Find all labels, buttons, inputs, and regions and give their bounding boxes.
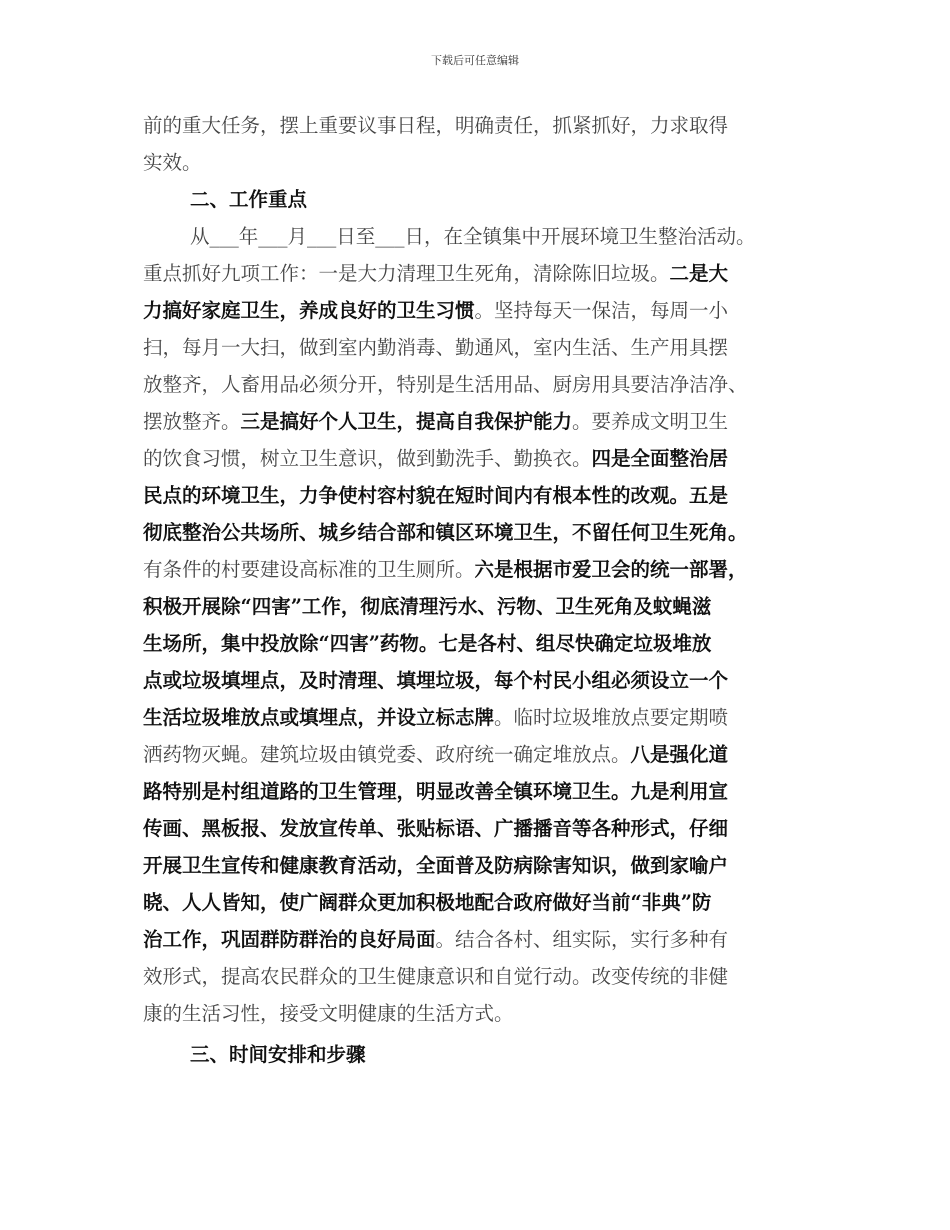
page-header: 下载后可任意编辑 — [431, 54, 519, 67]
text-run: 。临时垃圾堆放点要定期喷 — [494, 706, 729, 729]
bold-run: 彻底整治公共场所、城乡结合部和镇区环境卫生，不留任何卫生死角。 — [143, 521, 748, 544]
text-line-14 — [143, 632, 711, 656]
text-line-13 — [143, 595, 711, 619]
text-line-23: 效形式，提高农民群众的卫生健康意识和自觉行动。改变传统的非健 — [143, 965, 729, 988]
text-run: 有条件的村要建设高标准的卫生厕所。 — [143, 558, 475, 581]
text-line-8 — [143, 410, 728, 434]
bold-run: 开展卫生宣传和健康教育活动，全面普及防病除害知识，做到家喻户 — [143, 854, 729, 877]
text-run: 摆放整齐。 — [143, 410, 241, 433]
text-line-11 — [143, 521, 748, 545]
text-run: 。坚持每天一保洁，每周一小 — [474, 299, 729, 322]
text-line-15 — [143, 669, 728, 693]
text-line-21 — [143, 891, 711, 915]
text-line-17 — [143, 743, 728, 767]
bold-run: 生场所，集中投放除“四害”药物。七是各村、组尽快确定垃圾堆放 — [143, 632, 712, 655]
text-line-7: 放整齐，人畜用品必须分开，特别是生活用品、厨房用具要洁净洁净、 — [143, 373, 748, 396]
bold-run: 八是强化道 — [630, 743, 729, 766]
text-run: 的饮食习惯，树立卫生意识，做到勤洗手、勤换衣。 — [143, 447, 592, 470]
bold-run: 四是全面整治居 — [591, 447, 729, 470]
bold-run: 积极开展除“四害”工作，彻底清理污水、污物、卫生死角及蚊蝇滋 — [143, 595, 712, 618]
text-run: 。要养成文明卫生 — [572, 410, 729, 433]
text-line-12 — [143, 558, 748, 582]
bold-run: 力搞好家庭卫生，养成良好的卫生习惯 — [143, 299, 475, 322]
text-line-4 — [143, 262, 728, 286]
text-line-22 — [143, 928, 728, 952]
bold-run: 治工作，巩固群防群治的良好局面 — [143, 928, 436, 951]
text-line-3: 从___年___月___日至___日，在全镇集中开展环境卫生整治活动。 — [190, 225, 756, 248]
text-line-20 — [143, 854, 728, 878]
text-line-2: 实效。 — [143, 151, 202, 174]
bold-run: 六是根据市爱卫会的统一部署， — [474, 558, 748, 581]
bold-run: 点或垃圾填埋点，及时清理、填埋垃圾，每个村民小组必须设立一个 — [143, 669, 729, 692]
bold-run: 三是搞好个人卫生，提高自我保护能力 — [240, 410, 573, 433]
text-line-5 — [143, 299, 728, 323]
text-line-19 — [143, 817, 728, 841]
text-line-6: 扫，每月一大扫，做到室内勤消毒、勤通风，室内生活、生产用具摆 — [143, 336, 729, 359]
bold-run: 民点的环境卫生，力争使村容村貌在短时间内有根本性的改观。五是 — [143, 484, 729, 507]
bold-run: 晓、人人皆知，使广阔群众更加积极地配合政府做好当前“非典”防 — [143, 891, 712, 914]
section-heading-2: 二、工作重点 — [190, 188, 308, 211]
bold-run: 二是大 — [669, 262, 729, 285]
text-line-1: 前的重大任务，摆上重要议事日程，明确责任，抓紧抓好，力求取得 — [143, 114, 729, 137]
text-line-9 — [143, 447, 728, 471]
text-line-24: 康的生活习性，接受文明健康的生活方式。 — [143, 1002, 514, 1025]
text-line-18 — [143, 780, 728, 804]
text-line-16 — [143, 706, 728, 730]
bold-run: 传画、黑板报、发放宣传单、张贴标语、广播播音等各种形式，仔细 — [143, 817, 729, 840]
bold-run: 生活垃圾堆放点或填埋点，并设立标志牌 — [143, 706, 495, 729]
bold-run: 路特别是村组道路的卫生管理，明显改善全镇环境卫生。九是利用宣 — [143, 780, 729, 803]
text-run: 洒药物灭蝇。建筑垃圾由镇党委、政府统一确定堆放点。 — [143, 743, 631, 766]
text-line-10 — [143, 484, 728, 508]
text-run: 重点抓好九项工作：一是大力清理卫生死角，清除陈旧垃圾。 — [143, 262, 670, 285]
text-run: 。结合各村、组实际，实行多种有 — [435, 928, 729, 951]
section-heading-3: 三、时间安排和步骤 — [190, 1043, 366, 1066]
